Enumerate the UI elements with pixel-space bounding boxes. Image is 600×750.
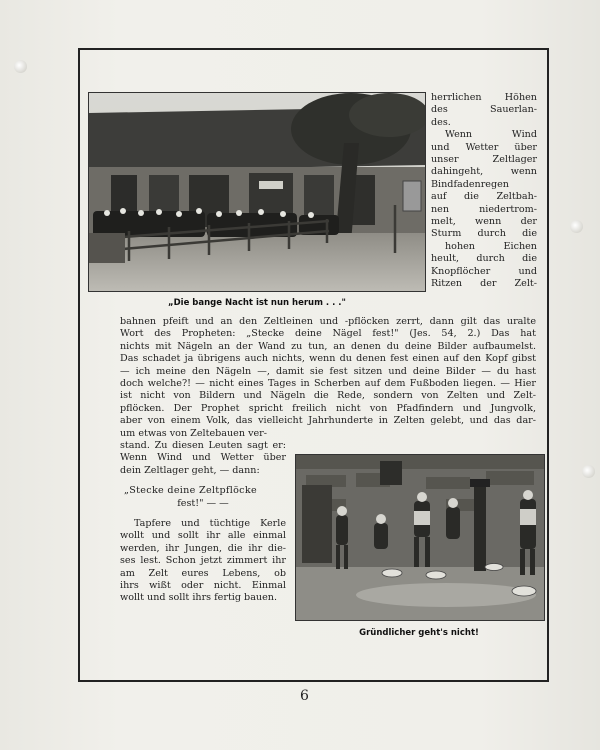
text-line: Ritzen der Zelt- — [431, 278, 537, 290]
text-line: Bindfadenregen — [431, 178, 509, 190]
text-line: ist nicht von Bildern und Nägeln die Rede, sondern von Zelten und Zelt- — [120, 390, 536, 402]
quote-line: „Stecke deine Zeltpflöcke — [124, 485, 257, 497]
text-line: heult, durch die — [431, 253, 537, 265]
photo-washing — [295, 454, 545, 621]
text-line: werden, ihr Jungen, die ihr die- — [120, 542, 286, 554]
text-line: doch welche?! — nicht eines Tages in Scherben auf dem Fußboden liegen. — Hier — [120, 378, 536, 390]
text-line: aber von einem Volk, das vielleicht Jahrhunderte in Zelten gelebt, und das dar- — [120, 415, 536, 427]
text-line: ihrs wißt oder nicht. Einmal — [120, 580, 286, 592]
text-line: Wort des Propheten: „Stecke deine Nägel fest!" (Jes. 54, 2.) Das hat — [120, 328, 536, 340]
photo-camp-barn — [88, 92, 426, 292]
quote-line: fest!" — — — [177, 497, 229, 509]
text-line: am Zelt eures Lebens, ob — [120, 567, 286, 579]
text-line: nichts mit Nägeln an der Wand zu tun, an denen du deine Bilder aufbaumelst. — [120, 340, 536, 352]
photo-top-caption: „Die bange Nacht ist nun herum . . ." — [168, 298, 346, 308]
text-line: — ich meine den Nägeln —, damit sie fest sitzen und deine Bilder — du hast — [120, 365, 536, 377]
spacer — [120, 477, 286, 485]
punch-hole — [570, 220, 583, 233]
punch-hole — [14, 60, 27, 73]
text-line: dahingeht, wenn — [431, 166, 537, 178]
text-line: dein Zeltlager geht, — dann: — [120, 464, 260, 476]
left-column-text — [120, 440, 286, 605]
washing-illustration — [296, 455, 544, 620]
text-line: wollt und sollt ihrs fertig bauen. — [120, 592, 277, 604]
text-line: bahnen pfeift und an den Zeltleinen und -pflöcken zerrt, dann gilt das uralte — [120, 316, 536, 327]
text-line: des. — [431, 116, 451, 128]
text-line: des Sauerlan- — [431, 104, 537, 116]
page-number: 6 — [300, 688, 309, 704]
text-line: herrlichen Höhen — [431, 92, 537, 103]
text-line: Wenn Wind — [445, 129, 537, 141]
right-column-text — [431, 92, 537, 291]
main-paragraph — [120, 316, 536, 440]
punch-hole — [582, 465, 595, 478]
text-line: nen niedertrom- — [431, 203, 537, 215]
text-line: auf die Zeltbah- — [431, 191, 537, 203]
text-line: hohen Eichen — [445, 240, 537, 252]
text-line: pflöcken. Der Prophet spricht freilich nicht von Pfadfindern und Jungvolk, — [120, 402, 536, 414]
text-line: melt, wenn der — [431, 216, 537, 228]
text-line: und Wetter über — [431, 141, 537, 153]
text-line: stand. Zu diesen Leuten sagt er: — [120, 440, 286, 451]
camp-barn-illustration — [89, 93, 425, 291]
text-line: Sturm durch die — [431, 228, 537, 240]
text-line: Tapfere und tüchtige Kerle — [134, 518, 286, 530]
text-line: Wenn Wind und Wetter über — [120, 452, 286, 464]
text-line: um etwas von Zeltebauen ver- — [120, 427, 268, 439]
text-line: Knopflöcher und — [431, 265, 537, 277]
spacer — [120, 510, 286, 518]
text-line: wollt und sollt ihr alle einmal — [120, 530, 286, 542]
photo-bottom-caption: Gründlicher geht's nicht! — [359, 628, 479, 638]
text-line: unser Zeltlager — [431, 154, 537, 166]
text-line: ses lest. Schon jetzt zimmert ihr — [120, 555, 286, 567]
text-line: Das schadet ja übrigens auch nichts, wenn du denen fest einen auf den Kopf gibst — [120, 353, 536, 365]
